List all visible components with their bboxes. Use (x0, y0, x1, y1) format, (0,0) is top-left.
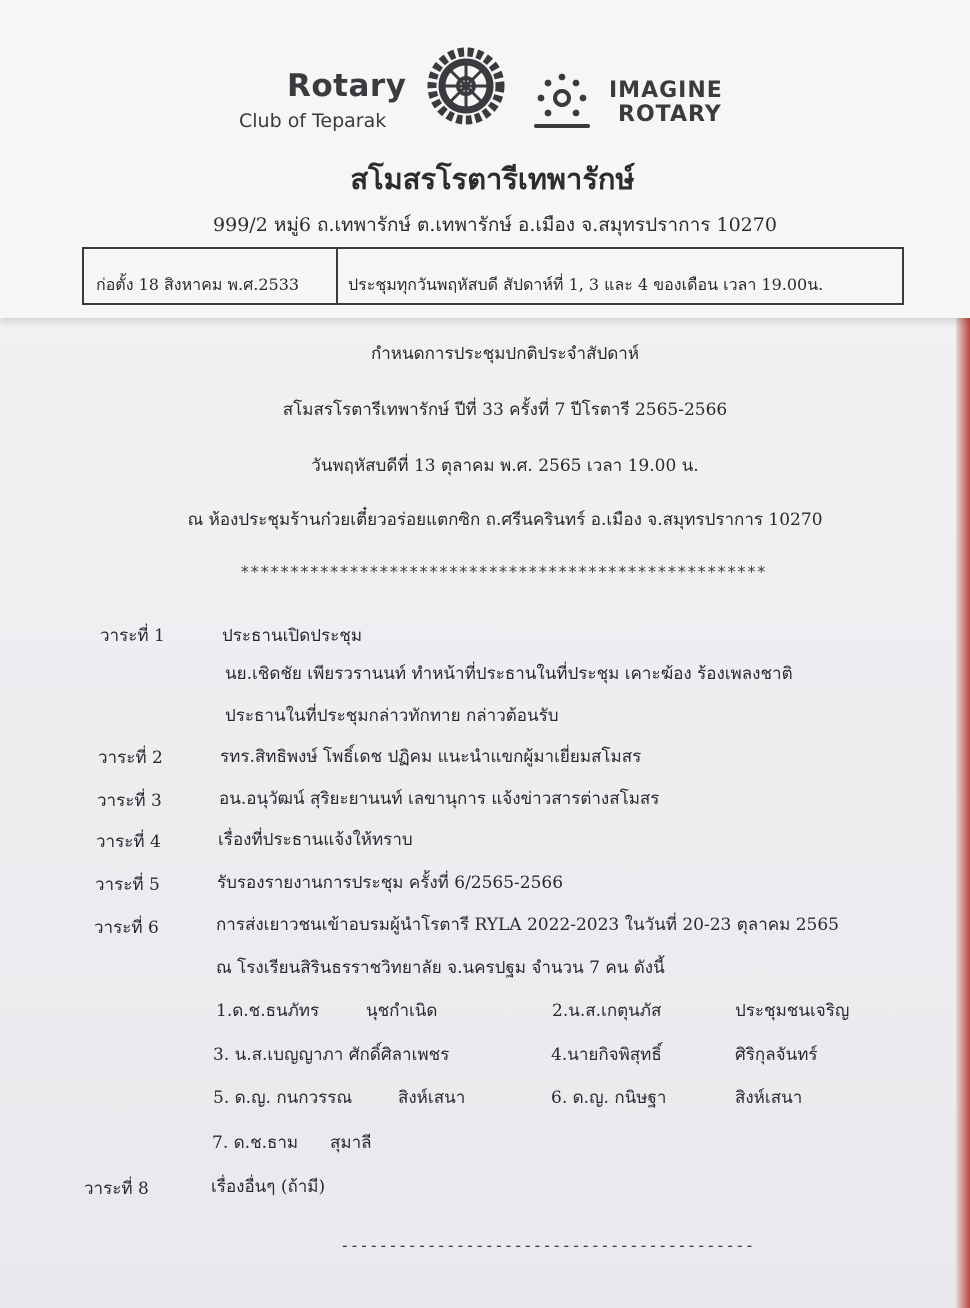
notice-venue: ณ ห้องประชุมร้านก๋วยเตี๋ยวอร่อยแตกซิก ถ.ศรีนครินทร์ อ.เมือง จ.สมุทรปราการ 10270 (187, 510, 823, 530)
participant-name: 4.นายกิจพิสุทธิ์ (551, 1045, 662, 1065)
agenda-1-title: ประธานเปิดประชุม (222, 626, 363, 646)
participant-name: 2.น.ส.เกตุนภัส (552, 1001, 662, 1021)
participant-name: 1.ด.ช.ธนภัทร (216, 1001, 320, 1021)
founded-date: ก่อตั้ง 18 สิงหาคม พ.ศ.2533 (96, 275, 300, 294)
participant-surname: สุมาลี (330, 1133, 372, 1153)
agenda-1-detail: ประธานในที่ประชุมกล่าวทักทาย กล่าวต้อนรับ (225, 706, 559, 726)
participant-name: 5. ด.ญ. กนกวรรณ (213, 1088, 353, 1108)
letterhead (0, 0, 970, 318)
participant-name: 6. ด.ญ. กนิษฐา (551, 1088, 667, 1108)
agenda-3-label: วาระที่ 3 (97, 791, 162, 811)
agenda-8-label: วาระที่ 8 (84, 1179, 149, 1199)
club-subtitle: Club of Teparak (239, 110, 387, 132)
agenda-6-detail: ณ โรงเรียนสิรินธรราชวิทยาลัย จ.นครปฐม จำนวน 7 คน ดังนี้ (216, 958, 665, 978)
club-name-heading: สโมสรโรตารีเทพารักษ์ (350, 162, 635, 196)
agenda-4-title: เรื่องที่ประธานแจ้งให้ทราบ (218, 830, 413, 850)
participant-surname: ศิริกุลจันทร์ (735, 1045, 818, 1065)
agenda-2-label: วาระที่ 2 (98, 748, 163, 768)
agenda-5-label: วาระที่ 5 (95, 875, 160, 895)
participant-name: 7. ด.ช.ธาม (212, 1133, 299, 1153)
end-separator: ------------------------------------------- (340, 1236, 755, 1255)
agenda-3-title: อน.อนุวัฒน์ สุริยะยานนท์ เลขานุการ แจ้งข่าวสารต่างสโมสร (219, 789, 660, 809)
rotary-wheel-icon (424, 44, 508, 128)
participant-surname: สิงห์เสนา (735, 1088, 803, 1108)
participant-surname: ประชุมชนเจริญ (735, 1001, 850, 1021)
notice-date-time: วันพฤหัสบดีที่ 13 ตุลาคม พ.ศ. 2565 เวลา 19.00 น. (311, 456, 699, 476)
participant-surname: สิงห์เสนา (398, 1088, 466, 1108)
agenda-6-label: วาระที่ 6 (94, 918, 159, 938)
notice-meeting-number: สโมสรโรตารีเทพารักษ์ ปีที่ 33 ครั้งที่ 7 ปีโรตารี 2565-2566 (282, 400, 728, 420)
info-divider (336, 249, 338, 303)
agenda-8-title: เรื่องอื่นๆ (ถ้ามี) (211, 1177, 326, 1197)
agenda-5-title: รับรองรายงานการประชุม ครั้งที่ 6/2565-2566 (217, 873, 564, 893)
club-address: 999/2 หมู่6 ถ.เทพารักษ์ ต.เทพารักษ์ อ.เมือง จ.สมุทรปราการ 10270 (213, 214, 777, 236)
notice-title: กำหนดการประชุมปกติประจำสัปดาห์ (370, 344, 640, 364)
star-separator: ***************************************************** (240, 562, 767, 581)
agenda-1-label: วาระที่ 1 (100, 626, 165, 646)
imagine-wordmark: IMAGINE (609, 78, 723, 103)
agenda-2-title: รทร.สิทธิพงษ์ โพธิ์เดช ปฏิคม แนะนำแขกผู้มาเยี่ยมสโมสร (220, 747, 642, 767)
agenda-6-title: การส่งเยาวชนเข้าอบรมผู้นำโรตารี RYLA 2022-2023 ในวันที่ 20-23 ตุลาคม 2565 (216, 915, 839, 935)
participant-surname: นุชกำเนิด (366, 1001, 438, 1021)
club-info-box (82, 247, 904, 305)
agenda-4-label: วาระที่ 4 (96, 832, 161, 852)
participant-name: 3. น.ส.เบญญาภา ศักดิ์ศิลาเพชร (213, 1045, 450, 1065)
meeting-schedule: ประชุมทุกวันพฤหัสบดี สัปดาห์ที่ 1, 3 และ 4 ของเดือน เวลา 19.00น. (348, 275, 824, 294)
rotary-wordmark: Rotary (287, 68, 407, 104)
imagine-sun-icon (532, 68, 592, 132)
imagine-rotary-wordmark: ROTARY (618, 102, 722, 127)
agenda-1-detail: นย.เชิดชัย เพียรวรานนท์ ทำหน้าที่ประธานในที่ประชุม เคาะฆ้อง ร้องเพลงชาติ (225, 664, 793, 684)
